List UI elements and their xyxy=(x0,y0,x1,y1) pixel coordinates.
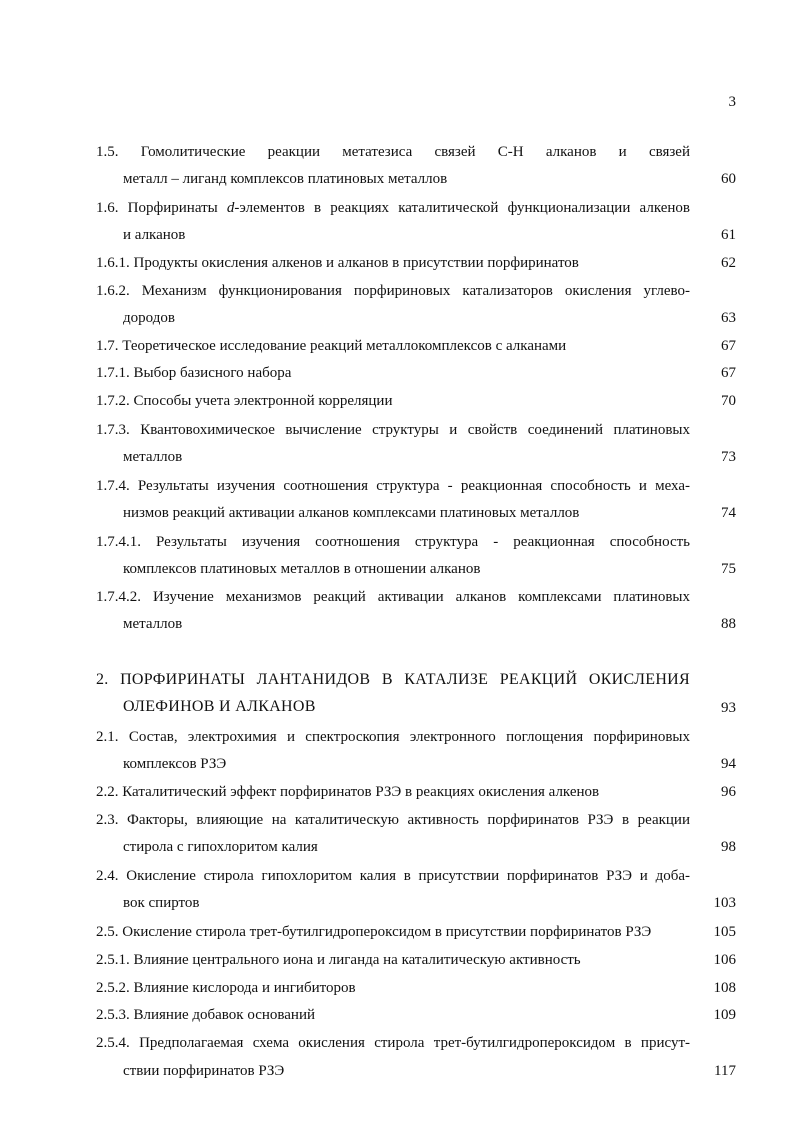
toc-line: ствии порфиринатов РЗЭ xyxy=(123,1063,285,1079)
toc-page-number: 61 xyxy=(721,227,736,243)
toc-line: ОЛЕФИНОВ И АЛКАНОВ xyxy=(123,698,316,715)
toc-line-part: -элементов в реакциях каталитической функционализации алкенов xyxy=(234,200,690,216)
toc-line: 1.7.4.2. Изучение механизмов реакций активации алканов комплексами платиновых xyxy=(96,589,690,605)
toc-line: 1.7.4. Результаты изучения соотношения структура - реакционная способность и меха- xyxy=(96,478,690,494)
toc-line-part: 1.6. Порфиринаты xyxy=(96,200,227,216)
toc-line: комплексов РЗЭ xyxy=(123,756,227,772)
toc-page-number: 93 xyxy=(721,700,736,716)
toc-page-number: 117 xyxy=(714,1063,736,1079)
toc-line: 2.5. Окисление стирола трет-бутилгидропероксидом в присутствии порфиринатов РЗЭ xyxy=(96,924,652,940)
toc-line: 2. ПОРФИРИНАТЫ ЛАНТАНИДОВ В КАТАЛИЗЕ РЕАКЦИЙ ОКИСЛЕНИЯ xyxy=(96,671,690,688)
toc-line: 1.7.4.1. Результаты изучения соотношения структура - реакционная способность xyxy=(96,534,690,550)
toc-page-number: 98 xyxy=(721,839,736,855)
toc-line: 2.4. Окисление стирола гипохлоритом калия в присутствии порфиринатов РЗЭ и доба- xyxy=(96,868,690,884)
toc-page-number: 74 xyxy=(721,505,736,521)
toc-line: 1.5. Гомолитические реакции метатезиса связей С-Н алканов и связей xyxy=(96,144,690,160)
toc-line: вок спиртов xyxy=(123,895,200,911)
toc-page-number: 67 xyxy=(721,338,736,354)
toc-page-number: 88 xyxy=(721,616,736,632)
toc-page-number: 67 xyxy=(721,365,736,381)
page-number: 3 xyxy=(728,94,736,110)
toc-line: 2.5.2. Влияние кислорода и ингибиторов xyxy=(96,980,356,996)
toc-line: комплексов платиновых металлов в отношении алканов xyxy=(123,561,481,577)
toc-line: 2.3. Факторы, влияющие на каталитическую активность порфиринатов РЗЭ в реакции xyxy=(96,812,690,828)
toc-page-number: 62 xyxy=(721,255,736,271)
toc-line: 2.1. Состав, электрохимия и спектроскопия электронного поглощения порфириновых xyxy=(96,729,690,745)
toc-line: металлов xyxy=(123,449,183,465)
toc-page-number: 73 xyxy=(721,449,736,465)
toc-line: низмов реакций активации алканов комплексами платиновых металлов xyxy=(123,505,580,521)
toc-line: и алканов xyxy=(123,227,186,243)
toc-line: 2.5.3. Влияние добавок оснований xyxy=(96,1007,316,1023)
toc-line: 2.2. Каталитический эффект порфиринатов РЗЭ в реакциях окисления алкенов xyxy=(96,784,600,800)
toc-page-number: 108 xyxy=(713,980,736,996)
toc-line-part: d xyxy=(226,200,235,216)
toc-line: 1.7.2. Способы учета электронной корреляции xyxy=(96,393,393,409)
toc-page-number: 94 xyxy=(721,756,736,772)
toc-page-number: 109 xyxy=(713,1007,736,1023)
toc-page-number: 105 xyxy=(713,924,736,940)
toc-page-number: 60 xyxy=(721,171,736,187)
toc-page-number: 63 xyxy=(721,310,736,326)
toc-line: 1.6.1. Продукты окисления алкенов и алканов в присутствии порфиринатов xyxy=(96,255,579,271)
toc-page-number: 96 xyxy=(721,784,736,800)
toc-line: 1.7.1. Выбор базисного набора xyxy=(96,365,292,381)
toc-line: 2.5.1. Влияние центрального иона и лиганда на каталитическую активность xyxy=(96,952,581,968)
toc-line: металл – лиганд комплексов платиновых металлов xyxy=(123,171,448,187)
toc-page-number: 106 xyxy=(713,952,736,968)
toc-line: 1.7. Теоретическое исследование реакций металлокомплексов с алканами xyxy=(96,338,567,354)
toc-line: стирола с гипохлоритом калия xyxy=(123,839,318,855)
toc-line: 1.7.3. Квантовохимическое вычисление структуры и свойств соединений платиновых xyxy=(96,422,690,438)
toc-line: 1.6.2. Механизм функционирования порфириновых катализаторов окисления углево- xyxy=(96,283,690,299)
toc-page-number: 70 xyxy=(721,393,736,409)
toc-line xyxy=(96,198,690,218)
toc-line: металлов xyxy=(123,616,183,632)
toc-page-number: 103 xyxy=(713,895,736,911)
toc-line: 2.5.4. Предполагаемая схема окисления стирола трет-бутилгидропероксидом в присут- xyxy=(96,1035,690,1051)
toc-line: дородов xyxy=(123,310,175,326)
toc-page-number: 75 xyxy=(721,561,736,577)
